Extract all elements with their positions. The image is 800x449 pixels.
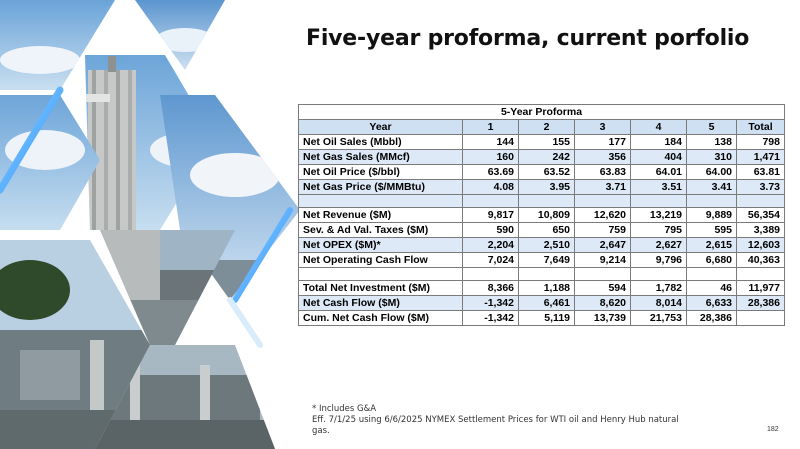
table-row xyxy=(299,180,785,195)
table-cell: 64.00 xyxy=(687,165,737,180)
page-title: Five-year proforma, current porfolio xyxy=(306,26,750,51)
table-cell: 404 xyxy=(631,150,687,165)
photo-collage xyxy=(0,0,300,449)
table-row xyxy=(299,253,785,268)
table-cell: 13,219 xyxy=(631,208,687,223)
table-caption-row xyxy=(299,105,785,120)
table-cell: 155 xyxy=(519,135,575,150)
row-label: Total Net Investment ($M) xyxy=(299,281,463,296)
column-header: 5 xyxy=(687,120,737,135)
table-cell: 8,366 xyxy=(463,281,519,296)
row-label: Net Oil Sales (Mbbl) xyxy=(299,135,463,150)
table-cell: 21,753 xyxy=(631,311,687,326)
row-label: Net Oil Price ($/bbl) xyxy=(299,165,463,180)
table-cell xyxy=(737,311,785,326)
spacer-cell xyxy=(575,195,631,208)
table-row xyxy=(299,281,785,296)
table-cell: 177 xyxy=(575,135,631,150)
table-row xyxy=(299,311,785,326)
table-cell: 6,461 xyxy=(519,296,575,311)
spacer-cell xyxy=(519,195,575,208)
column-header: Total xyxy=(737,120,785,135)
table-cell: 46 xyxy=(687,281,737,296)
table-cell: 9,796 xyxy=(631,253,687,268)
row-label: Sev. & Ad Val. Taxes ($M) xyxy=(299,223,463,238)
table-cell: 1,188 xyxy=(519,281,575,296)
table-cell: 2,204 xyxy=(463,238,519,253)
table-cell: 4.08 xyxy=(463,180,519,195)
table-cell: 6,680 xyxy=(687,253,737,268)
table-cell: 12,620 xyxy=(575,208,631,223)
page-number: 182 xyxy=(767,426,779,433)
table-cell: 2,627 xyxy=(631,238,687,253)
table-cell: 7,649 xyxy=(519,253,575,268)
proforma-table xyxy=(298,104,785,326)
table-cell: 595 xyxy=(687,223,737,238)
table-cell: 2,615 xyxy=(687,238,737,253)
table-cell: 10,809 xyxy=(519,208,575,223)
spacer-cell xyxy=(299,268,463,281)
table-cell: 28,386 xyxy=(687,311,737,326)
table-cell: 3.95 xyxy=(519,180,575,195)
spacer-cell xyxy=(463,268,519,281)
table-cell: 11,977 xyxy=(737,281,785,296)
table-row xyxy=(299,135,785,150)
column-header: 4 xyxy=(631,120,687,135)
table-caption: 5-Year Proforma xyxy=(299,105,785,120)
spacer-cell xyxy=(575,268,631,281)
column-header: 2 xyxy=(519,120,575,135)
table-cell: 3.73 xyxy=(737,180,785,195)
spacer-cell xyxy=(687,268,737,281)
table-cell: 1,471 xyxy=(737,150,785,165)
table-cell: 795 xyxy=(631,223,687,238)
table-row xyxy=(299,150,785,165)
table-cell: 759 xyxy=(575,223,631,238)
spacer-cell xyxy=(687,195,737,208)
table-cell: 184 xyxy=(631,135,687,150)
table-cell: 2,647 xyxy=(575,238,631,253)
spacer-cell xyxy=(631,268,687,281)
table-cell: 7,024 xyxy=(463,253,519,268)
table-cell: 3.41 xyxy=(687,180,737,195)
table-cell: 3.71 xyxy=(575,180,631,195)
table-spacer-row xyxy=(299,268,785,281)
row-label: Cum. Net Cash Flow ($M) xyxy=(299,311,463,326)
spacer-cell xyxy=(631,195,687,208)
table-cell: 310 xyxy=(687,150,737,165)
footnotes xyxy=(312,404,682,437)
column-header: 3 xyxy=(575,120,631,135)
table-cell: 13,739 xyxy=(575,311,631,326)
table-cell: 1,782 xyxy=(631,281,687,296)
table-cell: 63.69 xyxy=(463,165,519,180)
table-cell: -1,342 xyxy=(463,296,519,311)
table-cell: 356 xyxy=(575,150,631,165)
table-cell: 28,386 xyxy=(737,296,785,311)
table-header-row xyxy=(299,120,785,135)
table-cell: 9,214 xyxy=(575,253,631,268)
table-cell: 160 xyxy=(463,150,519,165)
table-cell: 8,014 xyxy=(631,296,687,311)
table-cell: 9,889 xyxy=(687,208,737,223)
row-label: Net Gas Sales (MMcf) xyxy=(299,150,463,165)
table-cell: 590 xyxy=(463,223,519,238)
column-header: 1 xyxy=(463,120,519,135)
table-cell: 6,633 xyxy=(687,296,737,311)
table-cell: 3,389 xyxy=(737,223,785,238)
table-cell: 3.51 xyxy=(631,180,687,195)
table-cell: 8,620 xyxy=(575,296,631,311)
spacer-cell xyxy=(737,268,785,281)
table-cell: -1,342 xyxy=(463,311,519,326)
spacer-cell xyxy=(463,195,519,208)
table-cell: 144 xyxy=(463,135,519,150)
table-row xyxy=(299,238,785,253)
table-row xyxy=(299,296,785,311)
table-cell: 63.52 xyxy=(519,165,575,180)
table-cell: 2,510 xyxy=(519,238,575,253)
table-cell: 798 xyxy=(737,135,785,150)
table-cell: 5,119 xyxy=(519,311,575,326)
table-spacer-row xyxy=(299,195,785,208)
row-label: Net Revenue ($M) xyxy=(299,208,463,223)
table-cell: 63.81 xyxy=(737,165,785,180)
spacer-cell xyxy=(519,268,575,281)
table-cell: 63.83 xyxy=(575,165,631,180)
table-row xyxy=(299,208,785,223)
table-cell: 9,817 xyxy=(463,208,519,223)
footnote-ga: * Includes G&A xyxy=(312,404,377,414)
table-cell: 40,363 xyxy=(737,253,785,268)
spacer-cell xyxy=(299,195,463,208)
spacer-cell xyxy=(737,195,785,208)
table-cell: 64.01 xyxy=(631,165,687,180)
table-cell: 138 xyxy=(687,135,737,150)
footnote-pricing: Eff. 7/1/25 using 6/6/2025 NYMEX Settlement Prices for WTI oil and Henry Hub natural gas. xyxy=(312,415,679,436)
table-row xyxy=(299,223,785,238)
table-cell: 12,603 xyxy=(737,238,785,253)
proforma-table-container xyxy=(298,104,784,326)
table-cell: 242 xyxy=(519,150,575,165)
table-cell: 594 xyxy=(575,281,631,296)
table-cell: 56,354 xyxy=(737,208,785,223)
row-label: Net Gas Price ($/MMBtu) xyxy=(299,180,463,195)
row-label: Net Operating Cash Flow xyxy=(299,253,463,268)
row-label: Net OPEX ($M)* xyxy=(299,238,463,253)
row-label: Net Cash Flow ($M) xyxy=(299,296,463,311)
table-cell: 650 xyxy=(519,223,575,238)
column-header: Year xyxy=(299,120,463,135)
table-row xyxy=(299,165,785,180)
